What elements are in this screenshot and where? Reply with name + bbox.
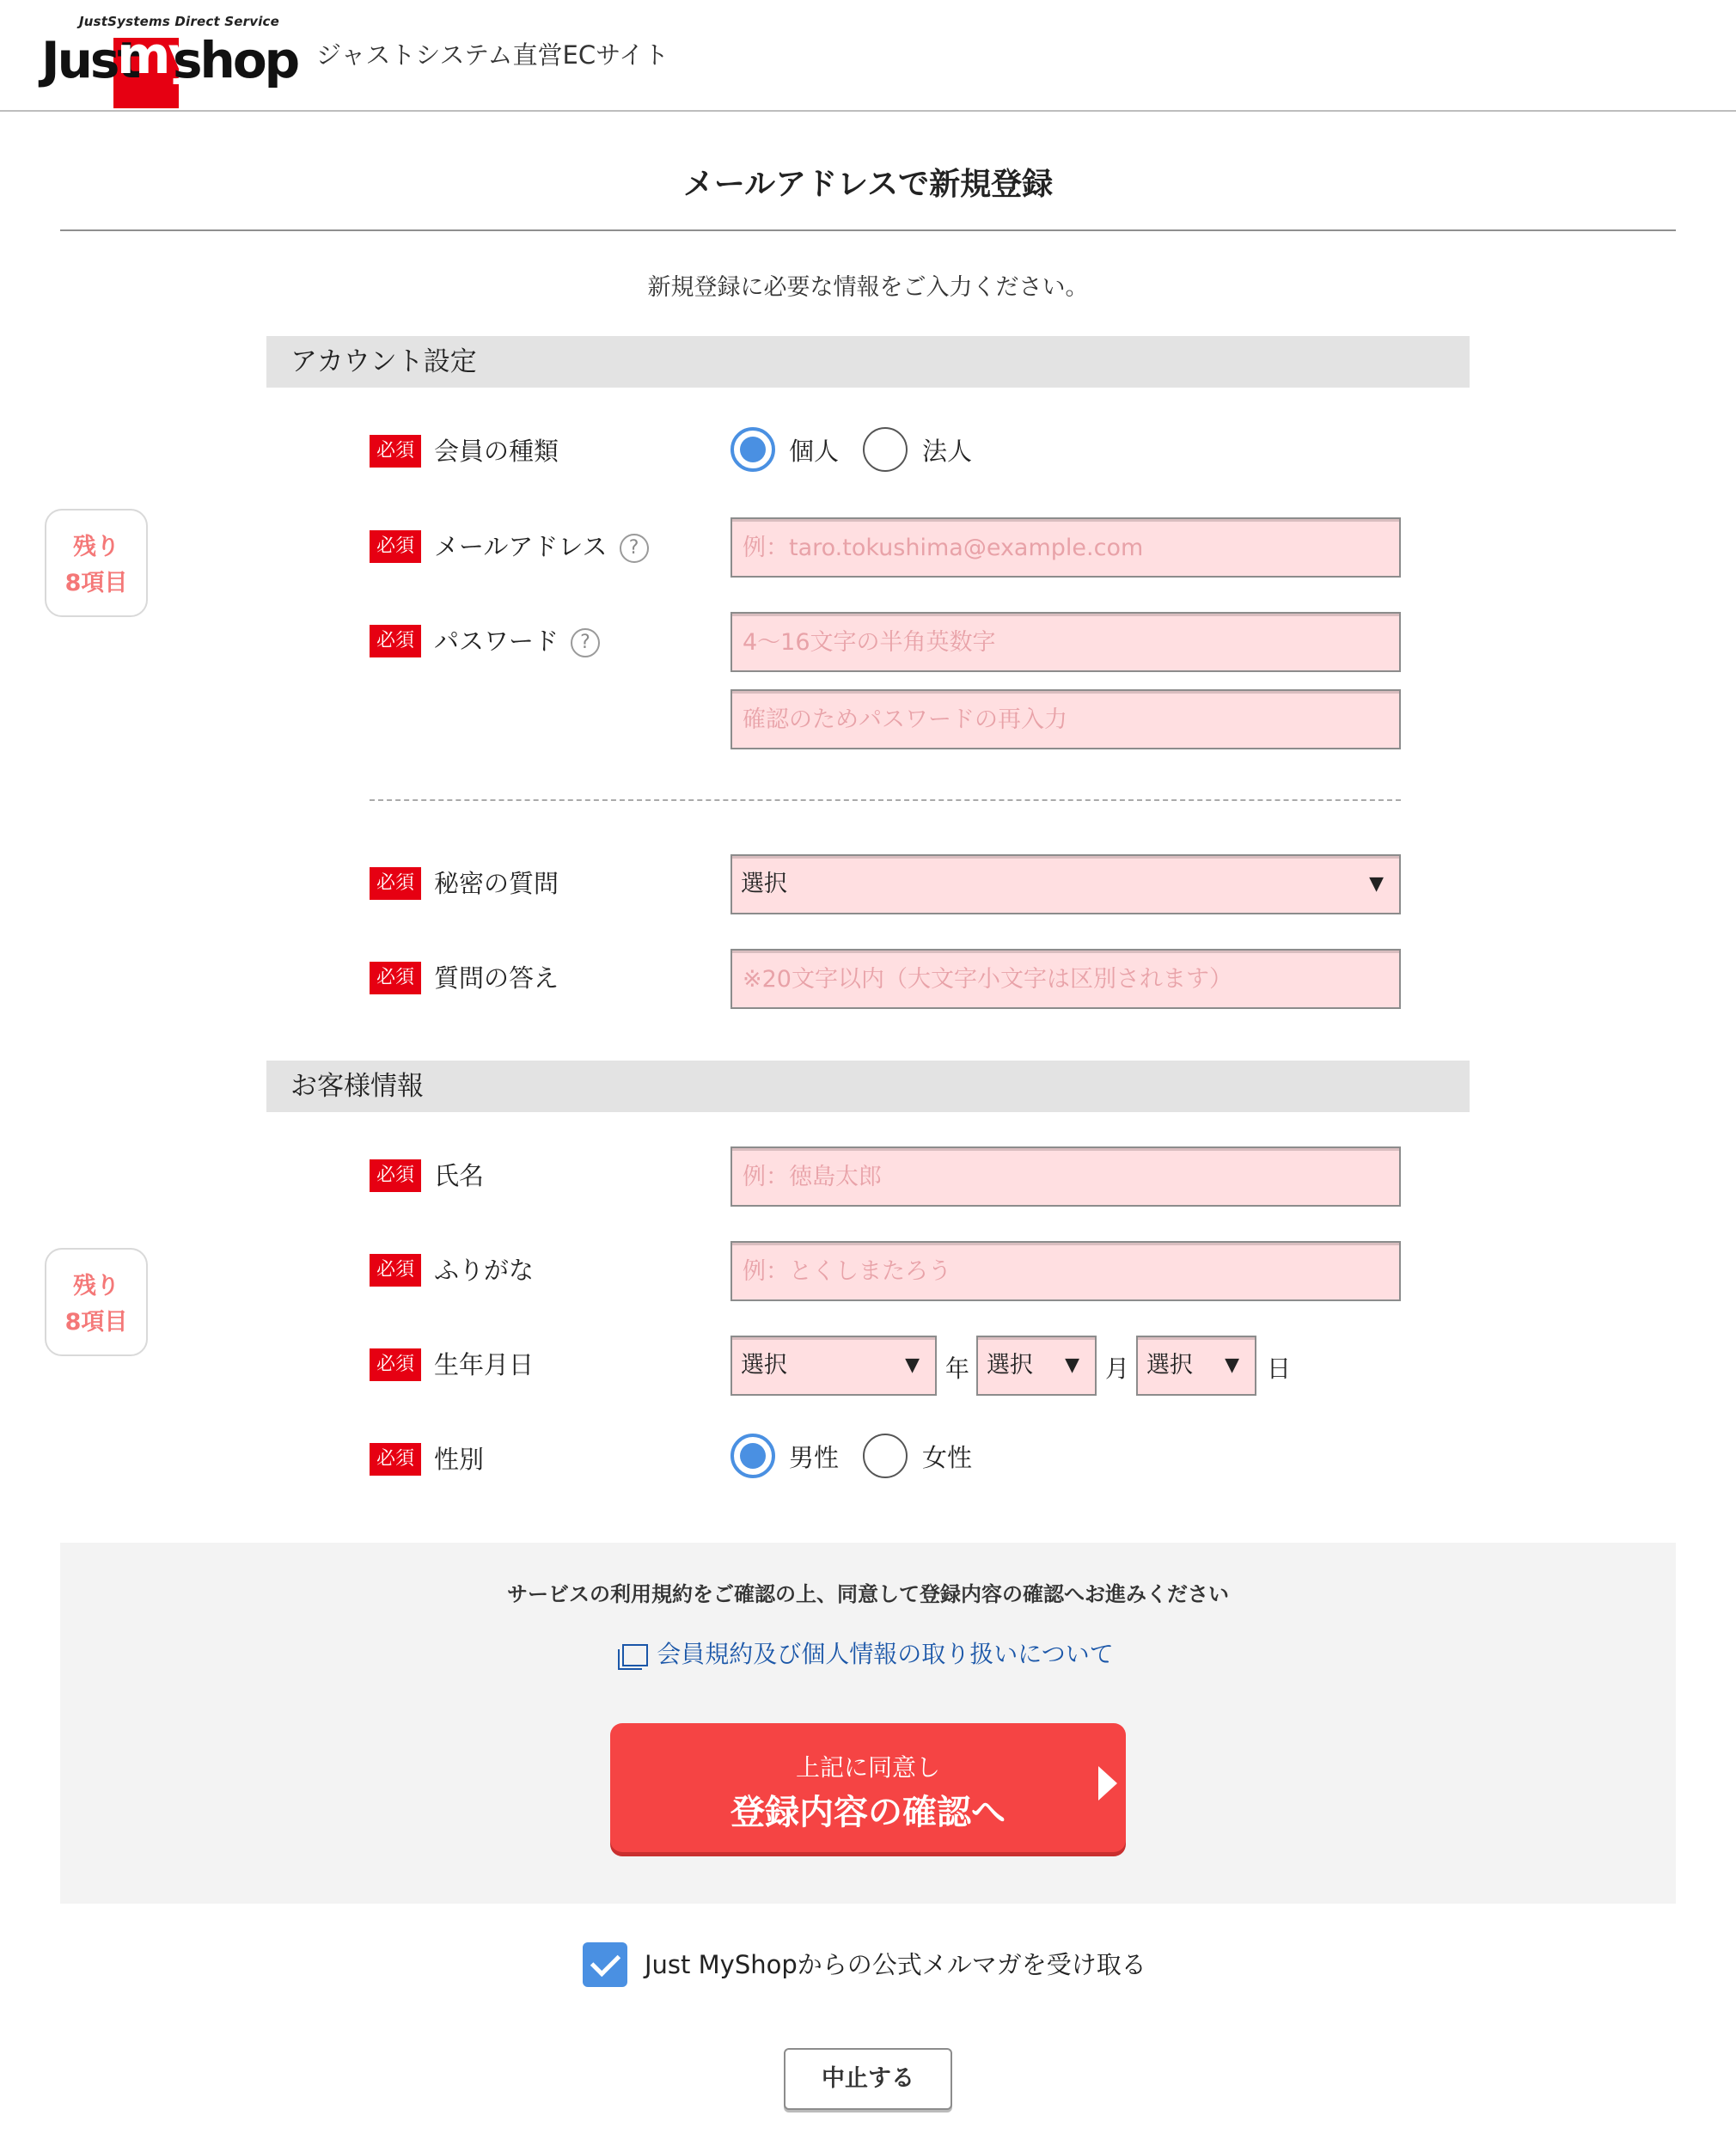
logo-my-text: my [117,26,199,86]
radio-male-label[interactable]: 男性 [789,1443,840,1472]
section-header-customer: お客様情報 [266,1061,1470,1112]
arrow-right-icon [1098,1766,1117,1801]
external-window-icon [622,1644,648,1666]
required-badge: 必須 [370,625,421,657]
required-badge: 必須 [370,1348,421,1381]
radio-male[interactable] [730,1434,775,1478]
password-field[interactable] [730,612,1401,672]
chevron-down-icon: ▼ [1369,873,1384,895]
required-badge: 必須 [370,530,421,563]
submit-subtitle: 上記に同意し [795,1753,940,1782]
birth-month-value: 選択 [987,1352,1033,1379]
radio-female[interactable] [863,1434,908,1478]
furigana-label: ふりがな [434,1256,535,1285]
radio-corporate[interactable] [863,427,908,472]
radio-corporate-label[interactable]: 法人 [922,437,973,466]
required-badge: 必須 [370,962,421,994]
newsletter-label[interactable]: Just MyShopからの公式メルマガを受け取る [645,1950,1146,1979]
birth-year-select[interactable] [730,1336,937,1396]
day-unit: 日 [1267,1354,1292,1383]
help-icon[interactable]: ? [571,628,600,657]
secret-question-label: 秘密の質問 [434,869,559,898]
intro-text: 新規登録に必要な情報をご入力ください。 [647,274,1089,301]
chevron-down-icon: ▼ [905,1354,920,1376]
remaining-count: 8項目 [64,570,128,596]
birth-day-value: 選択 [1146,1352,1193,1379]
agreement-panel [60,1543,1676,1904]
year-unit: 年 [945,1354,970,1383]
birth-day-select[interactable] [1136,1336,1256,1396]
remaining-counter-account [45,509,148,617]
confirm-registration-button[interactable] [610,1723,1126,1852]
password-label [434,625,600,657]
title-divider [60,229,1676,231]
remaining-counter-customer [45,1248,148,1356]
terms-link[interactable] [60,1636,1676,1670]
remaining-label: 残り [73,1273,119,1299]
terms-link-text[interactable]: 会員規約及び個人情報の取り扱いについて [657,1640,1114,1668]
radio-female-label[interactable]: 女性 [922,1443,973,1472]
cancel-button[interactable]: 中止する [784,2048,952,2110]
email-label [434,530,649,563]
logo-tagline: JustSystems Direct Service [79,14,279,29]
password-confirm-field[interactable] [730,689,1401,749]
site-header [0,0,1736,112]
remaining-count: 8項目 [64,1309,128,1336]
secret-answer-label: 質問の答え [434,963,559,993]
secret-question-select[interactable] [730,854,1401,914]
logo-just-text: Just [41,31,139,89]
email-field[interactable] [730,517,1401,578]
agreement-notice: サービスの利用規約をご確認の上、同意して登録内容の確認へお進みください [507,1582,1229,1606]
chevron-down-icon: ▼ [1065,1354,1079,1376]
required-badge: 必須 [370,1443,421,1476]
submit-label: 登録内容の確認へ [730,1793,1006,1832]
required-badge: 必須 [370,867,421,900]
site-description: ジャストシステム直営ECサイト [316,40,669,70]
just-myshop-logo[interactable] [41,12,298,100]
secret-answer-field[interactable] [730,949,1401,1009]
required-badge: 必須 [370,1159,421,1192]
birth-month-select[interactable] [976,1336,1097,1396]
newsletter-checkbox[interactable] [583,1942,627,1987]
logo-shop-text: shop [173,31,298,89]
birth-year-value: 選択 [741,1352,787,1379]
password-label-text: パスワード [434,627,559,656]
name-field[interactable] [730,1146,1401,1207]
required-badge: 必須 [370,435,421,468]
section-divider [370,799,1401,801]
required-badge: 必須 [370,1254,421,1287]
chevron-down-icon: ▼ [1225,1354,1239,1376]
gender-label: 性別 [434,1445,485,1474]
radio-individual-label[interactable]: 個人 [789,437,840,466]
help-icon[interactable]: ? [620,534,649,563]
email-label-text: メールアドレス [434,532,608,561]
month-unit: 月 [1105,1354,1130,1383]
radio-individual[interactable] [730,427,775,472]
furigana-field[interactable] [730,1241,1401,1301]
remaining-label: 残り [73,534,119,560]
page-title: メールアドレスで新規登録 [682,167,1054,202]
birthday-label: 生年月日 [434,1350,535,1379]
section-header-account: アカウント設定 [266,336,1470,388]
secret-question-value: 選択 [741,871,787,897]
name-label: 氏名 [434,1161,485,1190]
member-type-label: 会員の種類 [434,437,559,466]
